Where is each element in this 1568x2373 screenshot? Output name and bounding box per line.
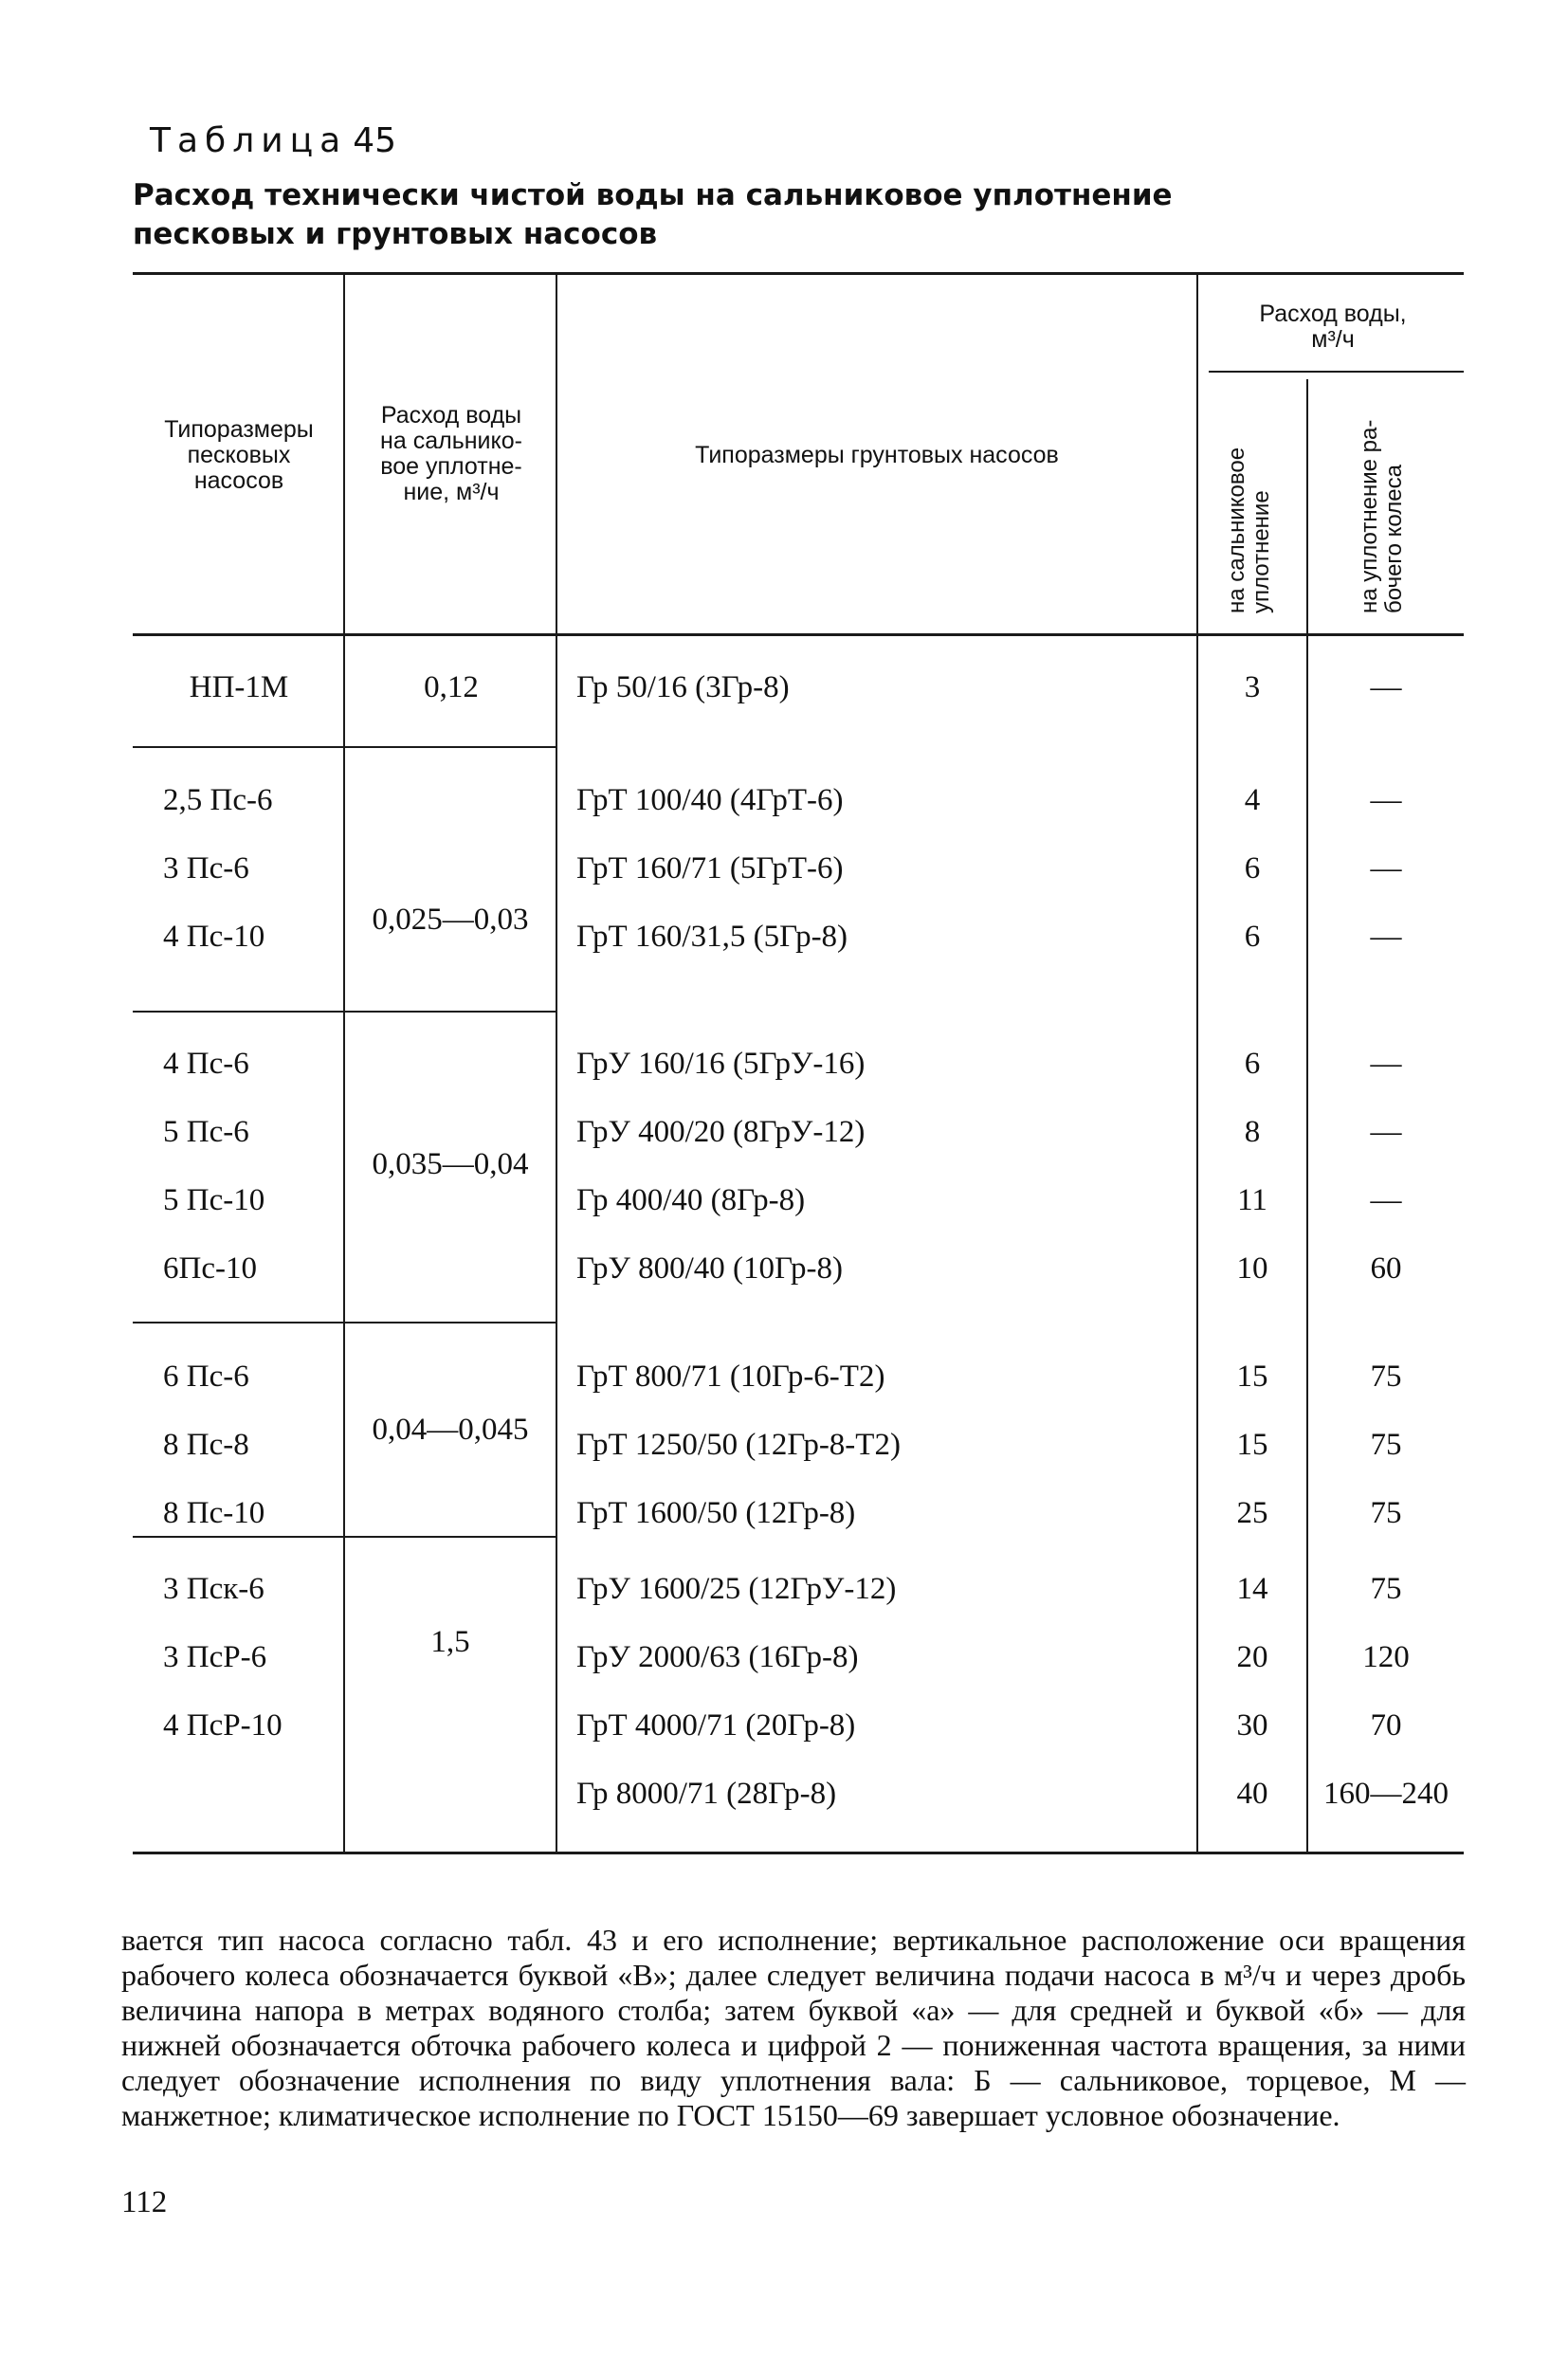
header-line: Расход воды, [1259, 301, 1407, 327]
sand-pump-cell: 5 Пс-10 [163, 1183, 265, 1217]
col-rule-1 [343, 275, 345, 1852]
header-water-gland [349, 403, 554, 505]
sand-pump-cell: 5 Пс-6 [163, 1115, 249, 1149]
gland-flow-cell: 1,5 [430, 1625, 470, 1659]
impeller-value-cell: — [1370, 1115, 1402, 1149]
impeller-value-cell: — [1370, 920, 1402, 954]
soil-pump-cell: ГрТ 160/71 (5ГрТ-6) [576, 851, 844, 885]
soil-pump-cell: ГрТ 1250/50 (12Гр-8-Т2) [576, 1428, 901, 1462]
header-line: Расход воды [380, 402, 522, 429]
gland-value-cell: 3 [1244, 670, 1261, 704]
table-top-rule [133, 272, 1464, 275]
sand-pump-cell: 6 Пс-6 [163, 1360, 249, 1394]
impeller-value-cell: — [1370, 670, 1402, 704]
sand-pump-cell: 6Пс-10 [163, 1251, 257, 1286]
impeller-value-cell: 75 [1370, 1496, 1402, 1530]
gland-value-cell: 6 [1244, 851, 1261, 885]
impeller-value-cell: 120 [1362, 1640, 1410, 1674]
sand-pump-cell: 4 ПсР-10 [163, 1708, 283, 1743]
header-line: уплотнение [1249, 490, 1274, 613]
header-soil-pump-sizes: Типоразмеры грунтовых насосов [695, 442, 1059, 468]
gland-value-cell: 6 [1244, 920, 1261, 954]
header-line: насосов [193, 467, 284, 494]
header-bottom-rule [133, 633, 1464, 636]
table-title-line-2: песковых и грунтовых насосов [133, 217, 658, 251]
gland-value-cell: 30 [1236, 1708, 1268, 1743]
header-sand-pump-sizes [137, 417, 341, 494]
gland-flow-cell: 0,12 [424, 670, 479, 704]
table-caption-word: Таблица [150, 121, 348, 160]
soil-pump-cell: ГрУ 160/16 (5ГрУ-16) [576, 1047, 866, 1081]
soil-pump-cell: Гр 50/16 (3Гр-8) [576, 670, 790, 704]
impeller-value-cell: — [1370, 851, 1402, 885]
soil-pump-cell: Гр 8000/71 (28Гр-8) [576, 1777, 837, 1811]
gland-value-cell: 20 [1236, 1640, 1268, 1674]
page-number: 112 [121, 2185, 168, 2219]
table-number: 45 [353, 121, 397, 160]
header-line: песковых [187, 442, 291, 468]
gland-flow-cell: 0,04—0,045 [372, 1413, 529, 1447]
gland-flow-cell: 0,025—0,03 [372, 903, 529, 937]
soil-pump-cell: ГрУ 800/40 (10Гр-8) [576, 1251, 843, 1286]
impeller-value-cell: — [1370, 1047, 1402, 1081]
header-line: м³/ч [1311, 326, 1355, 353]
sand-pump-cell: 2,5 Пс-6 [163, 783, 273, 817]
header-line: вое уплотне- [380, 453, 522, 480]
soil-pump-cell: ГрУ 400/20 (8ГрУ-12) [576, 1115, 866, 1149]
table-title [133, 176, 1176, 254]
body-paragraph: вается тип насоса согласно табл. 43 и его исполнение; вертикальное расположение оси вращения рабочего колеса обозначается буквой «В»; далее следует величина подачи насоса в м³/ч и через дробь величина напора в метрах водяного столба; затем буквой «а» — для средней и буквой «б» — для нижней обозначается обточка рабочего колеса и цифрой 2 — пониженная частота вращения, за ними следует обозначение исполнения по виду уплотнения вала: Б — сальниковое, торцевое, М — манжетное; климатическое исполнение по ГОСТ 15150—69 завершает условное обозначение. [121, 1923, 1466, 2132]
soil-pump-cell: ГрУ 2000/63 (16Гр-8) [576, 1640, 859, 1674]
impeller-value-cell: 75 [1370, 1428, 1402, 1462]
gland-value-cell: 10 [1236, 1251, 1268, 1286]
sand-pump-cell: 3 Пск-6 [163, 1572, 264, 1606]
sand-pump-cell: 4 Пс-10 [163, 920, 265, 954]
col-rule-2 [556, 275, 557, 1852]
sand-pump-cell: 8 Пс-8 [163, 1428, 249, 1462]
header-line: на уплотнение ра- [1357, 419, 1382, 613]
table-caption [150, 121, 396, 160]
gland-value-cell: 15 [1236, 1360, 1268, 1394]
impeller-value-cell: — [1370, 783, 1402, 817]
header-line: на сальнико- [380, 428, 522, 454]
sand-pump-cell: 4 Пс-6 [163, 1047, 249, 1081]
soil-pump-cell: ГрТ 800/71 (10Гр-6-Т2) [576, 1360, 885, 1394]
table-title-line-1: Расход технически чистой воды на сальниковое уплотнение [133, 178, 1173, 212]
group-rule-4 [133, 1536, 557, 1538]
soil-pump-cell: Гр 400/40 (8Гр-8) [576, 1183, 806, 1217]
gland-value-cell: 4 [1244, 783, 1261, 817]
header-line: Типоразмеры [164, 416, 314, 443]
impeller-value-cell: 70 [1370, 1708, 1402, 1743]
soil-pump-cell: ГрУ 1600/25 (12ГрУ-12) [576, 1572, 897, 1606]
header-line: бочего колеса [1381, 465, 1407, 613]
soil-pump-cell: ГрТ 1600/50 (12Гр-8) [576, 1496, 856, 1530]
gland-value-cell: 6 [1244, 1047, 1261, 1081]
impeller-value-cell: 75 [1370, 1360, 1402, 1394]
gland-value-cell: 11 [1237, 1183, 1267, 1217]
impeller-value-cell: 60 [1370, 1251, 1402, 1286]
impeller-value-cell: — [1370, 1183, 1402, 1217]
header-water-flow [1202, 301, 1464, 353]
gland-value-cell: 14 [1236, 1572, 1268, 1606]
header-on-gland [1225, 397, 1278, 613]
sand-pump-cell: НП-1М [189, 670, 289, 704]
group-rule-1 [133, 746, 557, 748]
sand-pump-cell: 3 Пс-6 [163, 851, 249, 885]
soil-pump-cell: ГрТ 160/31,5 (5Гр-8) [576, 920, 848, 954]
impeller-value-cell: 75 [1370, 1572, 1402, 1606]
soil-pump-cell: ГрТ 100/40 (4ГрТ-6) [576, 783, 844, 817]
gland-value-cell: 8 [1244, 1115, 1261, 1149]
group-rule-2 [133, 1011, 557, 1013]
soil-pump-cell: ГрТ 4000/71 (20Гр-8) [576, 1708, 856, 1743]
header-line: ние, м³/ч [403, 479, 500, 505]
gland-flow-cell: 0,035—0,04 [372, 1147, 529, 1181]
gland-value-cell: 40 [1236, 1777, 1268, 1811]
group-rule-3 [133, 1322, 557, 1323]
table-bottom-rule [133, 1852, 1464, 1854]
gland-value-cell: 15 [1236, 1428, 1268, 1462]
header-line: на сальниковое [1224, 447, 1249, 613]
impeller-value-cell: 160—240 [1323, 1777, 1449, 1811]
sand-pump-cell: 8 Пс-10 [163, 1496, 265, 1530]
header-on-impeller [1358, 397, 1411, 613]
water-flow-header-rule [1209, 371, 1464, 373]
sand-pump-cell: 3 ПсР-6 [163, 1640, 267, 1674]
gland-value-cell: 25 [1236, 1496, 1268, 1530]
